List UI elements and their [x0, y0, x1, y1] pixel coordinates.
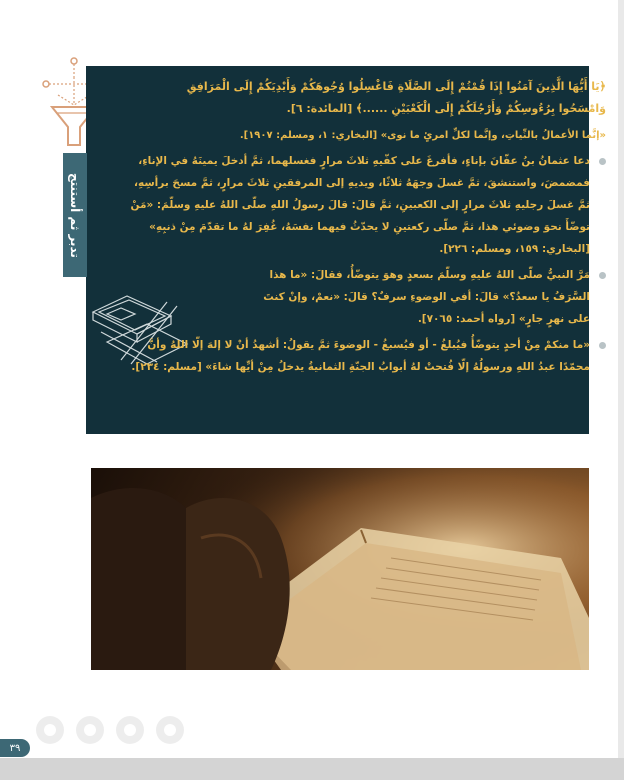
verse-text: ﴿يَا أَيُّهَا الَّذِينَ آمَنُوا إِذَا قُمْتُمْ إِلَى الصَّلَاةِ فَاغْسِلُوا وُجُوهَكُمْ وَأَيْدِيَكُمْ إِلَى الْمَرَافِقِ وَامْسَحُوا بِرُءُوسِكُمْ وَأَرْجُلَكُمْ إِلَى الْكَعْبَيْنِ ......﴾ [المائدة: ٦].: [186, 80, 606, 115]
watermark-logo: [30, 706, 200, 750]
footer-bar: [0, 758, 624, 780]
bullet-list: [128, 150, 606, 382]
page-edge: [618, 0, 624, 760]
list-item: [128, 150, 606, 260]
list-item: [128, 264, 606, 330]
page-number: [0, 739, 30, 757]
photo-illustration: [91, 468, 589, 670]
side-tab: [63, 153, 87, 277]
bullet-dot-icon: [599, 272, 606, 279]
bullet-dot-icon: [599, 342, 606, 349]
list-item-text: مَرَّ النبيُّ صلّى اللهُ عليهِ وسلّمَ بسعدٍ وهوَ يتوضّأُ، فقالَ: «ما هذا السَّرَفُ يا سعدُ؟» قالَ: أفي الوضوءِ سرفٌ؟ قالَ: «نعمْ، وإنْ كنتَ على نهرٍ جارٍ» [رواه أحمد: ٧٠٦٥].: [263, 269, 590, 325]
bullet-dot-icon: [599, 158, 606, 165]
list-item-text: «ما منكمْ مِنْ أحدٍ يتوضّأُ فيُبلغُ - أو فيُسبغُ - الوضوءَ ثمَّ يقولُ: أشهدُ أنْ لا إلهَ إلّا اللهُ وأنَّ محمّدًا عبدُ اللهِ ورسولُهُ إلّا فُتحتْ لهُ أبوابُ الجنّةِ الثمانيةُ يدخلُ مِنْ أيِّها شاءَ» [مسلم: ٢٣٤].: [131, 339, 590, 373]
hadith-intro: «إنَّما الأعمالُ بالنِّياتِ، وإنَّما لكلِّ امرئٍ ما نوى» [البخاري: ١، ومسلم: ١٩٠٧].: [239, 130, 606, 141]
side-tab-label: تدبر ثم أستنتج: [68, 172, 82, 258]
praying-hands-photo: [91, 468, 589, 670]
page-number-label: ٣٩: [9, 742, 21, 754]
list-item-text: دعا عثمانُ بنُ عفّانَ بإناءٍ، فأفرغَ على كفّيهِ ثلاثَ مرارٍ فغسلهما، ثمَّ أدخلَ يمينَهُ في الإناءِ، فمضمضَ، واستنشقَ، ثمَّ غسلَ وجهَهُ ثلاثًا، ويديهِ إلى المرفقينِ ثلاثَ مرارٍ، ثمَّ مسحَ برأسِهِ، ثمَّ غسلَ رجليهِ ثلاثَ مرارٍ إلى الكعبينِ، ثمَّ قالَ: قالَ رسولُ اللهِ صلّى اللهُ عليهِ وسلّمَ: «مَنْ توضّأَ نحوَ وضوئي هذا، ثمَّ صلّى ركعتينِ لا يحدّثُ فيهما نفسَهُ، غُفِرَ لهُ ما تقدّمَ مِنْ ذنبِهِ» [البخاري: ١٥٩، ومسلم: ٢٢٦].: [130, 155, 590, 255]
list-item: [128, 334, 606, 378]
